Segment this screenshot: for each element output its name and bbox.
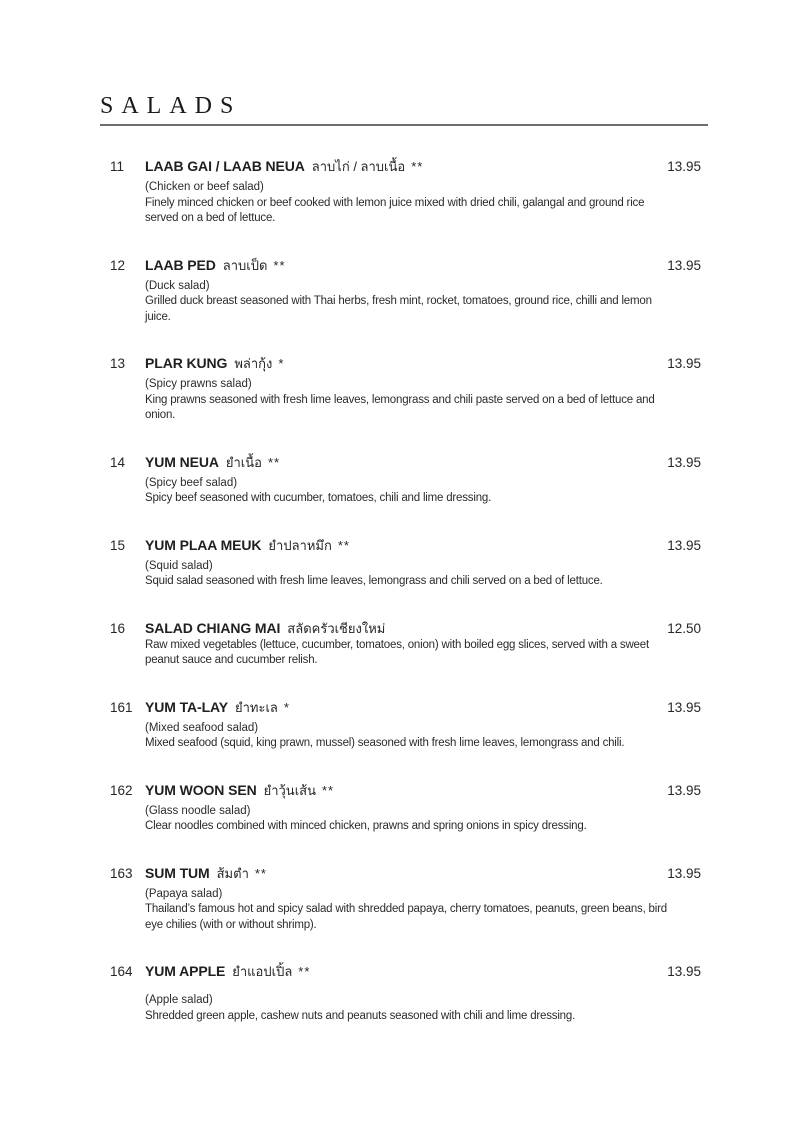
menu-item-price: 12.50 — [667, 620, 701, 636]
menu-item — [100, 453, 708, 507]
menu-item-price: 13.95 — [667, 782, 701, 798]
menu-item-thai-name: ลาบไก่ / ลาบเนื้อ — [311, 159, 406, 174]
menu-item-thai-name: ยำเนื้อ — [225, 454, 262, 470]
menu-item-number: 162 — [110, 782, 133, 798]
menu-item-price: 13.95 — [667, 865, 701, 881]
menu-item-header — [145, 962, 667, 981]
section-title: SALADS — [100, 93, 242, 119]
menu-item-thai-name: พล่ากุ้ง — [234, 356, 273, 371]
menu-item — [100, 698, 708, 752]
menu-item-description: Mixed seafood (squid, king prawn, mussel) seasoned with fresh lime leaves, lemongrass and chili. — [145, 737, 625, 749]
menu-item-description: Raw mixed vegetables (lettuce, cucumber, tomatoes, onion) with boiled egg slices, served with a sweet peanut sauce and cucumber relish. — [145, 638, 649, 666]
menu-item-header — [145, 157, 667, 176]
menu-item-subtitle: (Spicy beef salad) — [145, 476, 238, 489]
menu-item — [100, 781, 708, 835]
menu-item-spice-level: ** — [411, 159, 424, 174]
menu-item-spice-level: ** — [254, 865, 267, 881]
menu-item-price: 13.95 — [667, 257, 701, 273]
menu-item-price: 13.95 — [667, 964, 701, 979]
menu-item — [100, 536, 708, 590]
menu-item-number: 12 — [110, 257, 126, 273]
menu-item-name: YUM NEUA — [145, 453, 219, 470]
menu-item-thai-name: ยำปลาหมึก — [268, 537, 332, 553]
menu-item-main — [145, 698, 667, 752]
menu-item-spice-level: ** — [273, 257, 286, 273]
menu-item-header — [145, 864, 667, 883]
menu-item-header — [145, 619, 667, 638]
menu-item — [100, 157, 708, 227]
menu-item-description: Grilled duck breast seasoned with Thai herbs, fresh mint, rocket, tomatoes, ground rice, chilli and lemon juice. — [145, 295, 652, 323]
menu-item-header — [145, 453, 667, 472]
menu-item-description: Clear noodles combined with minced chicken, prawns and spring onions in spicy dressing. — [145, 820, 587, 832]
menu-item-description: Finely minced chicken or beef cooked with lemon juice mixed with dried chili, galangal and ground rice served on a bed of lettuce. — [145, 196, 645, 224]
menu-item-thai-name: ลาบเป็ด — [222, 257, 268, 273]
menu-item — [100, 619, 708, 669]
menu-item-number: 16 — [110, 620, 126, 636]
menu-item-spice-level: ** — [298, 964, 311, 979]
menu-item-price: 13.95 — [667, 537, 701, 553]
menu-item — [100, 354, 708, 424]
menu-item-name: SALAD CHIANG MAI — [145, 619, 281, 636]
menu-item-header — [145, 781, 667, 800]
menu-item-header — [145, 698, 667, 717]
menu-item-price: 13.95 — [667, 356, 701, 371]
menu-item-list — [100, 157, 708, 1024]
menu-item-description: Shredded green apple, cashew nuts and peanuts seasoned with chili and lime dressing. — [145, 1009, 576, 1022]
menu-item-subtitle: (Glass noodle salad) — [145, 804, 251, 817]
menu-item-thai-name: ยำวุ้นเส้น — [263, 782, 316, 798]
menu-item-description: Squid salad seasoned with fresh lime leaves, lemongrass and chili served on a bed of lettuce. — [145, 575, 603, 587]
menu-item-name: YUM PLAA MEUK — [145, 536, 262, 553]
menu-item-number: 11 — [110, 159, 125, 174]
menu-item-subtitle: (Spicy prawns salad) — [145, 378, 252, 390]
menu-item-subtitle: (Papaya salad) — [145, 887, 223, 900]
menu-item — [100, 864, 708, 934]
menu-item-spice-level: ** — [337, 537, 350, 553]
menu-item-subtitle: (Chicken or beef salad) — [145, 181, 264, 193]
menu-item-main — [145, 864, 667, 934]
menu-item-number: 163 — [110, 865, 133, 881]
menu-item-subtitle: (Mixed seafood salad) — [145, 721, 259, 734]
menu-item — [100, 962, 708, 1024]
menu-item — [100, 256, 708, 326]
menu-item-spice-level: ** — [321, 782, 335, 798]
menu-item-main — [145, 256, 667, 326]
menu-item-subtitle: (Squid salad) — [145, 559, 213, 572]
menu-item-name: LAAB GAI / LAAB NEUA — [145, 158, 305, 174]
menu-item-name: YUM WOON SEN — [145, 781, 257, 798]
menu-item-number: 14 — [110, 454, 126, 470]
menu-item-price: 13.95 — [667, 699, 701, 715]
menu-item-number: 13 — [110, 356, 126, 371]
menu-item-name: YUM APPLE — [145, 963, 226, 979]
menu-item-header — [145, 354, 667, 373]
menu-item-description: Spicy beef seasoned with cucumber, tomatoes, chili and lime dressing. — [145, 492, 492, 504]
menu-item-price: 13.95 — [667, 159, 701, 174]
menu-content — [100, 93, 708, 1053]
menu-item-header — [145, 536, 667, 555]
menu-item-description: Thailand’s famous hot and spicy salad with shredded papaya, cherry tomatoes, peanuts, green beans, bird eye chilies (with or without shrimp). — [145, 903, 667, 931]
menu-item-thai-name: ยำทะเล — [235, 699, 278, 715]
menu-item-thai-name: ส้มตำ — [216, 865, 249, 881]
menu-item-thai-name: ยำแอปเปิ้ล — [232, 964, 293, 979]
menu-item-name: LAAB PED — [145, 256, 216, 273]
menu-item-main — [145, 619, 667, 669]
menu-item-name: SUM TUM — [145, 864, 210, 881]
menu-item-number: 161 — [110, 699, 133, 715]
menu-item-header — [145, 256, 667, 275]
menu-item-name: PLAR KUNG — [145, 355, 228, 371]
menu-item-price: 13.95 — [667, 454, 701, 470]
menu-item-spice-level: * — [278, 356, 285, 371]
menu-item-subtitle: (Duck salad) — [145, 279, 210, 292]
menu-item-number: 164 — [110, 964, 133, 979]
menu-item-main — [145, 962, 667, 1024]
menu-item-main — [145, 354, 667, 424]
menu-item-main — [145, 536, 667, 590]
menu-item-main — [145, 157, 667, 227]
menu-item-main — [145, 781, 667, 835]
menu-item-spice-level: ** — [267, 454, 281, 470]
section-title-rule — [100, 124, 708, 126]
menu-item-name: YUM TA-LAY — [145, 698, 229, 715]
menu-item-description: King prawns seasoned with fresh lime leaves, lemongrass and chili paste served on a bed of lettuce and onion. — [145, 393, 655, 421]
menu-item-number: 15 — [110, 537, 126, 553]
menu-item-subtitle: (Apple salad) — [145, 994, 213, 1006]
menu-item-spice-level: * — [283, 699, 290, 715]
menu-item-main — [145, 453, 667, 507]
menu-item-thai-name: สลัดครัวเชียงใหม่ — [287, 620, 386, 636]
